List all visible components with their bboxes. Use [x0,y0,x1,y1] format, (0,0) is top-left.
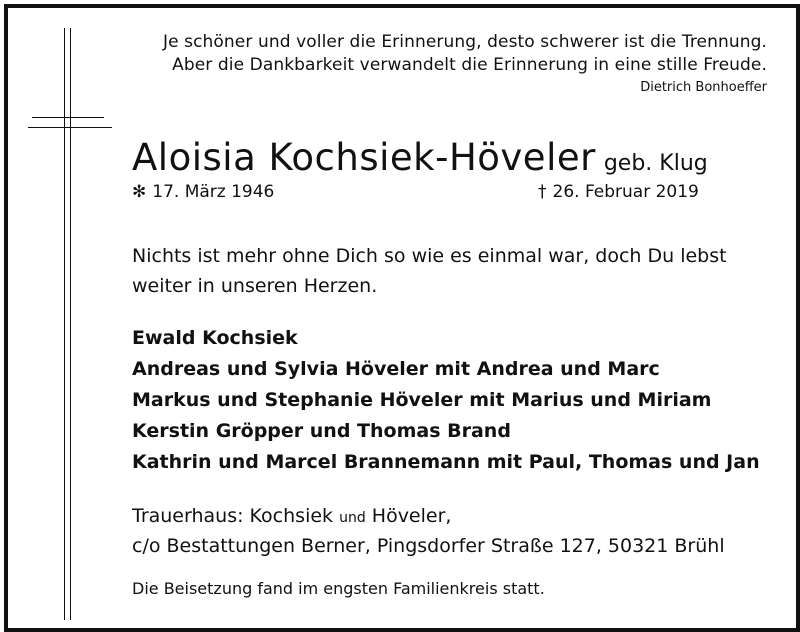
quote-author: Dietrich Bonhoeffer [640,80,767,95]
deceased-name-line [132,136,708,179]
mourning-house-label-start: Trauerhaus: Kochsiek [132,505,334,527]
message-line-1: Nichts ist mehr ohne Dich so wie es einmal war, doch Du lebst [132,245,727,267]
family-member-line: Markus und Stephanie Höveler mit Marius und Miriam [132,389,712,411]
death-cross-icon: † [538,182,547,202]
quote-line-2: Aber die Dankbarkeit verwandelt die Erinnerung in eine stille Freude. [172,55,767,75]
burial-note: Die Beisetzung fand im engsten Familienkreis statt. [132,579,545,598]
cross-horizontal-bar-lower [28,127,112,128]
deceased-maiden-name: geb. Klug [603,151,708,176]
family-member-line: Andreas und Sylvia Höveler mit Andrea und Marc [132,358,660,380]
mourning-house-line [132,505,451,527]
birth-star-icon: ✻ [132,182,147,202]
quote-line-1: Je schöner und voller die Erinnerung, desto schwerer ist die Trennung. [162,32,767,52]
family-member-line: Kerstin Gröpper und Thomas Brand [132,420,511,442]
cross-horizontal-bar-upper [32,117,104,118]
birth-date: 17. März 1946 [152,182,275,202]
family-member-line: Kathrin und Marcel Brannemann mit Paul, Thomas und Jan [132,451,760,473]
message-line-2: weiter in unseren Herzen. [132,275,378,297]
family-member-line: Ewald Kochsiek [132,327,298,349]
mourning-house-address: c/o Bestattungen Berner, Pingsdorfer Straße 127, 50321 Brühl [132,535,725,557]
birth-date-line [132,182,274,202]
deceased-name: Aloisia Kochsiek-Höveler [132,136,596,179]
death-date: 26. Februar 2019 [552,182,699,202]
mourning-house-and: und [339,510,366,526]
death-date-line [538,182,699,202]
mourning-house-label-end: Höveler, [371,505,452,527]
